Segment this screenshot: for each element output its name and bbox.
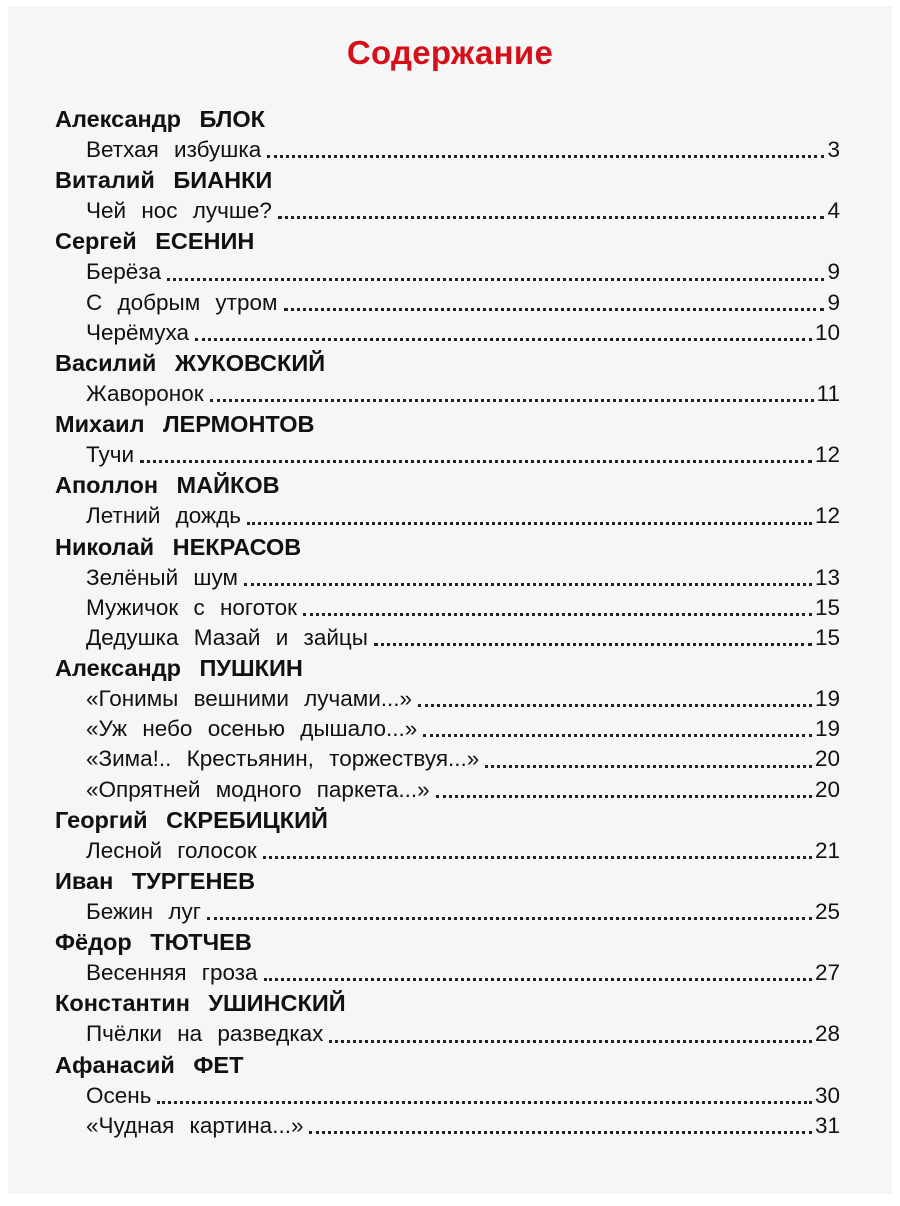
page-number: 9: [827, 259, 840, 285]
toc-section: [8, 532, 892, 654]
toc-section: [8, 348, 892, 409]
dot-leader: [140, 460, 812, 463]
entry-title: «Зима!.. Крестьянин, торжествуя...»: [86, 746, 480, 772]
dot-leader: [423, 734, 812, 737]
page-number: 19: [814, 686, 840, 712]
toc-entry[interactable]: [86, 288, 840, 318]
toc-entry[interactable]: [86, 257, 840, 287]
dot-leader: [278, 216, 825, 219]
toc-section: [8, 1050, 892, 1141]
toc-section: [8, 226, 892, 348]
toc-section: [8, 805, 892, 866]
dot-leader: [157, 1101, 812, 1104]
page-number: 13: [814, 564, 840, 590]
toc-section: [8, 653, 892, 805]
dot-leader: [303, 613, 812, 616]
dot-leader: [284, 308, 825, 311]
author-name: Фёдор ТЮТЧЕВ: [55, 929, 252, 956]
entry-title: Пчёлки на разведках: [86, 1021, 324, 1047]
book-page: [8, 6, 892, 1194]
toc-entry[interactable]: [86, 563, 840, 593]
toc-entry[interactable]: [86, 897, 840, 927]
author-name: Константин УШИНСКИЙ: [55, 990, 346, 1017]
toc-entry[interactable]: [86, 836, 840, 866]
entry-title: «Гонимы вешними лучами...»: [86, 686, 413, 712]
toc-section: [8, 988, 892, 1049]
page-number: 31: [814, 1112, 840, 1138]
entry-title: Тучи: [86, 442, 135, 468]
dot-leader: [244, 583, 812, 586]
entry-title: Бежин луг: [86, 899, 201, 924]
toc-entry[interactable]: [86, 775, 840, 805]
entry-title: «Опрятней модного паркета...»: [86, 776, 430, 802]
table-of-contents: [8, 104, 892, 1141]
toc-section: [8, 866, 892, 927]
entry-title: Черёмуха: [86, 319, 190, 345]
toc-entry[interactable]: [86, 135, 840, 165]
author-name: Михаил ЛЕРМОНТОВ: [55, 411, 315, 438]
author-name: Александр БЛОК: [55, 106, 265, 132]
page-number: 12: [814, 503, 840, 529]
page-number: 28: [814, 1021, 840, 1047]
toc-section: [8, 927, 892, 988]
page-number: 9: [827, 289, 840, 315]
entry-title: Лесной голосок: [86, 837, 257, 863]
page-number: 20: [814, 776, 840, 802]
author-name: Виталий БИАНКИ: [55, 167, 273, 194]
entry-title: С добрым утром: [86, 289, 278, 315]
page-number: 19: [814, 716, 840, 742]
page-number: 25: [814, 899, 840, 924]
page-number: 12: [814, 442, 840, 468]
toc-section: [8, 104, 892, 165]
entry-title: Дедушка Мазай и зайцы: [86, 624, 368, 650]
toc-entry[interactable]: [86, 684, 840, 714]
entry-title: Ветхая избушка: [86, 137, 262, 162]
toc-entry[interactable]: [86, 501, 840, 531]
author-name: Сергей ЕСЕНИН: [55, 228, 255, 255]
entry-title: Зелёный шум: [86, 564, 238, 590]
toc-section: [8, 165, 892, 226]
author-name: Александр ПУШКИН: [55, 655, 303, 682]
entry-title: Осень: [86, 1082, 152, 1108]
dot-leader: [309, 1131, 812, 1134]
toc-entry[interactable]: [86, 1019, 840, 1049]
toc-entry[interactable]: [86, 744, 840, 774]
page-number: 10: [814, 319, 840, 345]
toc-entry[interactable]: [86, 593, 840, 623]
toc-entry[interactable]: [86, 714, 840, 744]
entry-title: Берёза: [86, 259, 162, 285]
page-number: 15: [814, 624, 840, 650]
dot-leader: [418, 704, 812, 707]
toc-entry[interactable]: [86, 1081, 840, 1111]
author-name: Василий ЖУКОВСКИЙ: [55, 349, 326, 376]
dot-leader: [329, 1040, 812, 1043]
toc-entry[interactable]: [86, 958, 840, 988]
toc-entry[interactable]: [86, 318, 840, 348]
page-number: 15: [814, 594, 840, 620]
dot-leader: [264, 978, 812, 981]
author-name: Георгий СКРЕБИЦКИЙ: [55, 806, 328, 833]
dot-leader: [436, 795, 812, 798]
author-name: Афанасий ФЕТ: [55, 1051, 244, 1078]
toc-section: [8, 470, 892, 531]
dot-leader: [195, 338, 812, 341]
page-number: 30: [814, 1082, 840, 1108]
dot-leader: [247, 522, 812, 525]
author-name: Николай НЕКРАСОВ: [55, 533, 302, 560]
dot-leader: [210, 399, 814, 402]
toc-entry[interactable]: [86, 1111, 840, 1141]
entry-title: Весенняя гроза: [86, 960, 258, 986]
toc-section: [8, 409, 892, 470]
entry-title: «Уж небо осенью дышало...»: [86, 716, 418, 742]
entry-title: Летний дождь: [86, 503, 241, 529]
page-number: 27: [814, 960, 840, 986]
entry-title: «Чудная картина...»: [86, 1112, 304, 1138]
entry-title: Жаворонок: [86, 380, 204, 406]
page-number: 11: [816, 380, 840, 406]
entry-title: Мужичок с ноготок: [86, 594, 298, 620]
page-number: 21: [814, 837, 840, 863]
dot-leader: [267, 155, 824, 158]
entry-title: Чей нос лучше?: [86, 198, 272, 224]
toc-entry[interactable]: [86, 196, 840, 226]
page-number: 20: [814, 746, 840, 772]
author-name: Аполлон МАЙКОВ: [55, 472, 280, 499]
page-number: 4: [827, 198, 840, 224]
dot-leader: [207, 917, 812, 920]
dot-leader: [374, 643, 812, 646]
author-name: Иван ТУРГЕНЕВ: [55, 868, 256, 894]
page-title: Содержание: [346, 34, 554, 71]
dot-leader: [167, 278, 824, 281]
dot-leader: [263, 856, 812, 859]
toc-entry[interactable]: [86, 440, 840, 470]
page-number: 3: [827, 137, 840, 162]
dot-leader: [485, 765, 812, 768]
toc-entry[interactable]: [86, 623, 840, 653]
toc-entry[interactable]: [86, 379, 840, 409]
